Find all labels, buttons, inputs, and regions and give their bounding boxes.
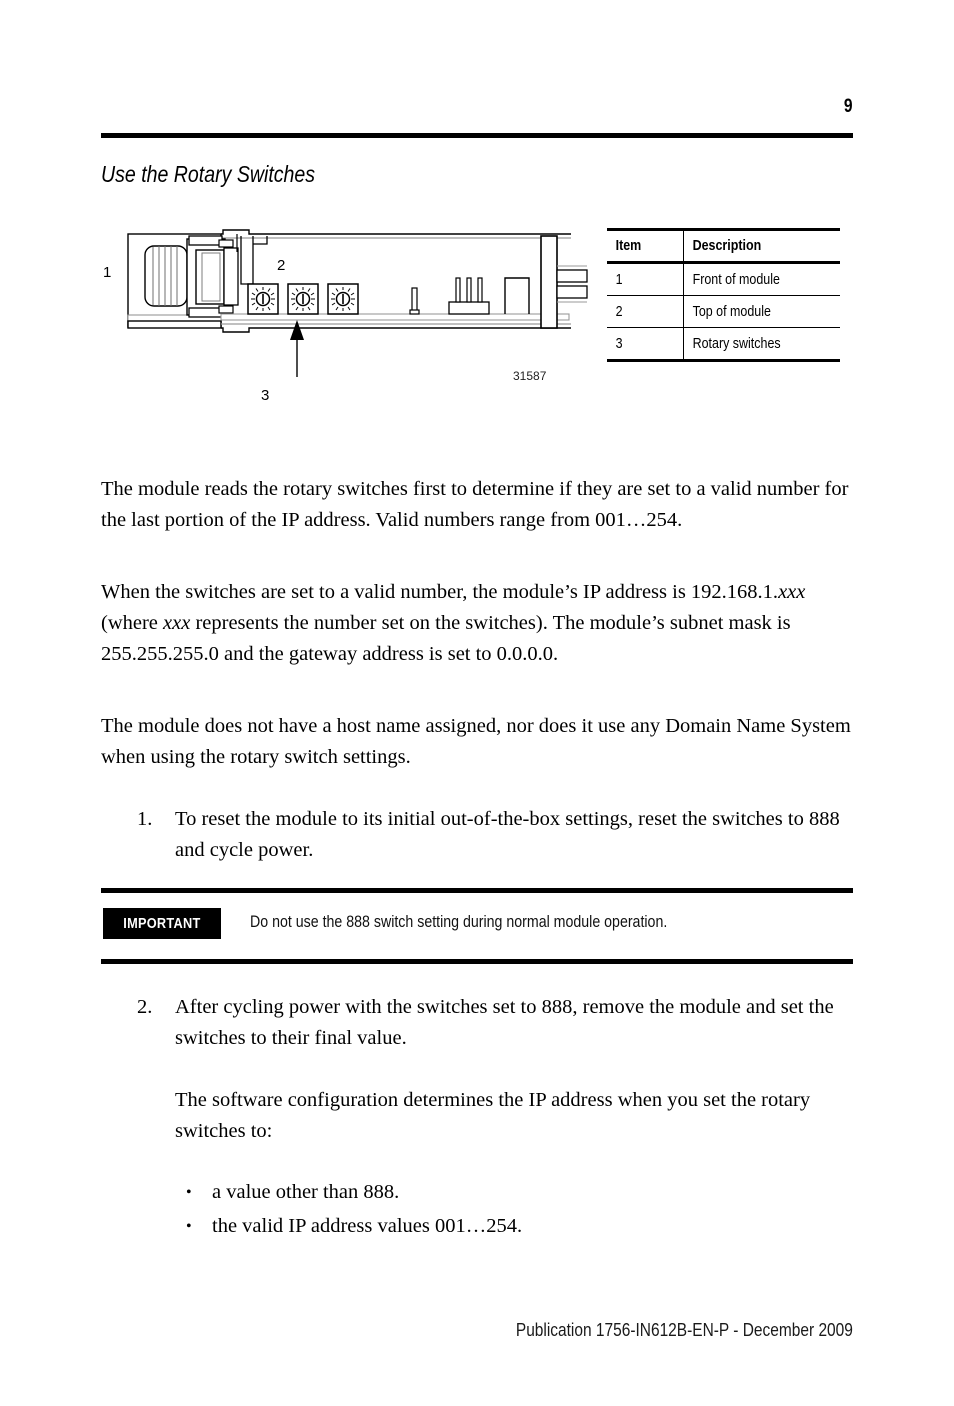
bullet-marker-icon: • [186,1218,192,1235]
table-row [607,263,840,296]
bullet-marker-icon: • [186,1184,192,1201]
callout-label-2: 2 [277,257,286,274]
callout-label-3: 3 [261,387,270,404]
list-item [186,1177,846,1208]
list-number: 1. [137,808,153,830]
cell-description: Top of module [684,296,841,328]
cell-description: Front of module [684,263,841,296]
single-pin-component [410,288,419,314]
cell-item: 2 [607,296,684,328]
legend-table [607,228,840,362]
callout-label-1: 1 [103,264,112,281]
paragraph-2-xxx-first: xxx [778,581,806,603]
pin-header [449,278,489,314]
cell-description: Rotary switches [684,328,841,361]
rotary-switch-1 [248,284,278,314]
paragraph-2-xxx-second: xxx [163,612,191,634]
list-text: To reset the module to its initial out-of-the-box settings, reset the switches to 888 and cycle power. [175,808,840,861]
table-row [607,328,840,361]
paragraph-1: The module reads the rotary switches first to determine if they are set to a valid number for the last portion of the IP address. Valid numbers range from 001…254. [101,478,849,531]
paragraph-2 [101,577,855,670]
table-header-row [607,230,840,263]
ordered-list-item-2 [137,992,855,1054]
rotary-switch-3 [328,284,358,314]
callout-rule-top [101,888,853,893]
figure-id: 31587 [513,369,547,383]
bullet-list [186,1177,846,1245]
cell-item: 3 [607,328,684,361]
paragraph-2-segment: (where [101,612,164,634]
list-text: After cycling power with the switches set to 888, remove the module and set the switches to their final value. [175,996,834,1049]
paragraph-2-segment: represents the number set on the switches). The module’s subnet mask is 255.255.255.0 and the gateway address is set to 0.0.0.0. [101,612,791,665]
paragraph-2-segment: When the switches are set to a valid number, the module’s IP address is 192.168.1. [101,581,779,603]
footer-publication: Publication 1756-IN612B-EN-P - December 2009 [515,1320,853,1340]
cell-item: 1 [607,263,684,296]
ordered-list-item-1 [137,804,855,866]
page-title: Use the Rotary Switches [101,161,316,187]
header-rule [101,133,853,138]
page-number: 9 [844,96,853,117]
bullet-text: a value other than 888. [212,1181,400,1203]
bullet-text: the valid IP address values 001…254. [212,1215,523,1237]
module-diagram [101,222,601,417]
column-header-description: Description [684,230,841,263]
status-badge [103,908,221,939]
column-header-item: Item [607,230,684,263]
important-callout [101,888,853,964]
table-row [607,296,840,328]
list-number: 2. [137,996,153,1018]
paragraph-3: The module does not have a host name assigned, nor does it use any Domain Name System when using the rotary switch settings. [101,715,851,768]
status-badge-label: IMPORTANT [123,915,201,932]
callout-rule-bottom [101,959,853,964]
list-item [186,1211,846,1242]
callout-message: Do not use the 888 switch setting during normal module operation. [250,913,668,931]
rotary-switch-2 [288,284,318,314]
sub-paragraph: The software configuration determines the IP address when you set the rotary switches to: [175,1089,811,1142]
